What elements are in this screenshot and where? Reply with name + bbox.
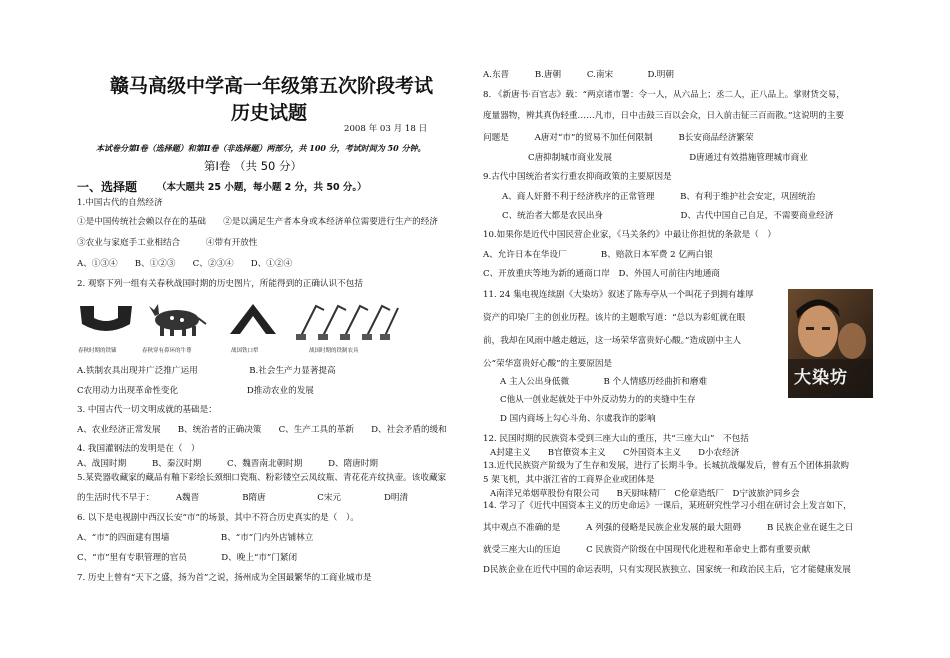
q11-option-c: C他从一创业起就处于中外反动势力的的夹缝中生存 [500, 395, 696, 405]
exam-date: 2008 年 03 月 18 日 [344, 124, 428, 134]
q3-options: A、农业经济正常发展 B、统治者的正确决策 C、生产工具的革新 D、社会矛盾的缓和 [77, 425, 447, 435]
iron-spade-image [78, 298, 134, 340]
caption-iron-plough: 战国铁口犁 [231, 348, 259, 354]
caption-iron-tools: 战国时期的铁制农具 [309, 348, 359, 354]
section-note: （本大题共 25 小题，每小题 2 分，共 50 分。） [157, 182, 367, 193]
q1-option-line-1: ①是中国传统社会赖以存在的基础 ②是以满足生产者本身或本经济单位需要进行生产的经济 [77, 217, 438, 227]
part-title: 第Ⅰ卷 （共 50 分） [204, 159, 302, 173]
q14-stem: 14. 学习了《近代中国资本主义的历史命运》一课后，某班研究性学习小组在研讨会上发言如下， [483, 501, 852, 511]
q6-options-ab: A、“市”的四面建有围墙 B、“市”门内外店铺林立 [77, 533, 314, 543]
q11-stem-line-3: 前，我却在风雨中越走越远，这一场荣华富贵好心酸。”造成剧中主人 [483, 336, 741, 346]
q11-option-d: D 国内商场上勾心斗角、尔虞我诈的影响 [500, 414, 656, 424]
q2-options-ab: A.铁制农具出现并广泛推广运用 B.社会生产力显著提高 [77, 366, 336, 376]
q8-options-cd: C唐抑制城市商业发展 D唐通过有效措施管理城市商业 [528, 153, 808, 163]
q1-stem: 1.中国古代的自然经济 [77, 198, 163, 208]
q14-option-c: 就受三座大山的压迫 C 民族资产阶级在中国现代化进程和革命史上都有重要贡献 [483, 545, 811, 555]
iron-tools-image [294, 298, 406, 344]
q5-stem: 5.某瓷器收藏家的藏品有釉下彩绘长颈细口瓷瓶、粉彩镂空云凤纹瓶、青花花卉纹执壶。该收藏家 [77, 473, 447, 483]
q10-options-ab: A、允许日本在华设厂 B、赔款日本军费 2 亿两白银 [483, 250, 713, 260]
q12-stem: 12. 民国时期的民族资本受到三座大山的重压，共“三座大山” 不包括 [483, 434, 749, 444]
q8-options-ab: 问题是 A唐对“市”的贸易不加任何限制 B长安商品经济繁荣 [483, 133, 754, 143]
q11-stem-line-4: 公“荣华富贵好心酸”的主要原因是 [483, 359, 613, 369]
q1-answers: A、①③④ B、①②③ C、②③④ D、①②④ [77, 259, 293, 269]
subject-title: 历史试题 [231, 102, 308, 124]
exam-instructions: 本试卷分第Ⅰ卷（选择题）和第Ⅱ卷（非选择题）两部分，共 100 分，考试时间为 50 分钟。 [96, 143, 426, 153]
q4-options: A、战国时期 B、秦汉时期 C、魏晋南北朝时期 D、隋唐时期 [77, 459, 378, 469]
q11-stem-line-2: 资产的印染厂主的创业历程。该片的主题歌写道：“总以为彩虹就在眼 [483, 313, 746, 323]
q9-stem: 9.古代中国统治者实行重农抑商政策的主要原因是 [483, 172, 672, 182]
q9-options-ab: A、商人奸猾不利于经济秩序的正常管理 B、有利于维护社会安定，巩固统治 [502, 192, 816, 202]
q12-options: A封建主义 B官僚资本主义 C外国资本主义 D小农经济 [490, 448, 740, 458]
q11-options-ab: A 主人公出身低微 B 个人情感历经曲折和磨难 [500, 377, 708, 387]
q10-options-cd: C、开放重庆等地为新的通商口岸 D、外国人可前往内地通商 [483, 269, 720, 279]
caption-ox-zun: 春秋穿有鼻环的牛尊 [142, 348, 192, 354]
q2-figures [78, 298, 408, 358]
q14-options-ab: 其中观点不准确的是 A 列强的侵略是民族企业发展的最大阻碍 B 民族企业在诞生之日 [483, 523, 854, 533]
q1-option-line-2: ③农业与家庭手工业相结合 ④带有开放性 [77, 238, 258, 248]
q13-stem-line-1: 13.近代民族资产阶级为了生存和发展，进行了长期斗争。长城抗战爆发后，曾有五个团体捐款购 [483, 461, 850, 471]
q13-options: A南洋兄弟烟草股份有限公司 B天厨味精厂 C伦章造纸厂 D宁波旅沪同乡会 [490, 489, 800, 499]
iron-plough-image [228, 298, 278, 340]
q6-stem: 6. 以下是电视剧中西汉长安“市”的场景，其中不符合历史真实的是（ ）。 [77, 513, 359, 523]
q7-options: A.东晋 B.唐朝 C.南宋 D.明朝 [483, 70, 674, 80]
q9-options-cd: C、统治者大都是农民出身 D、古代中国自己自足，不需要商业经济 [502, 211, 834, 221]
q2-stem: 2. 观察下列一组有关春秋战国时期的历史图片，所能得到的正确认识不包括 [77, 279, 363, 289]
q4-stem: 4. 我国灌钢法的发明是在（ ） [77, 444, 200, 454]
section-heading: 一、选择题 [77, 180, 138, 194]
q7-stem: 7. 历史上曾有“天下之盛，扬为首”之说，扬州成为全国最繁华的工商业城市是 [77, 573, 372, 583]
q13-stem-line-2: 5 架飞机，其中浙江省的工商界企业或团体是 [483, 475, 655, 485]
q11-stem-line-1: 11. 24 集电视连续剧《大染坊》叙述了陈寿亭从一个叫花子到拥有雄厚 [483, 290, 754, 300]
poster-title: 大染坊 [794, 368, 848, 388]
q5-options: 的生活时代不早于： A魏晋 B隋唐 C宋元 D明清 [77, 493, 409, 503]
ox-zun-image [146, 298, 208, 340]
q14-option-d: D民族企业在近代中国的命运表明，只有实现民族独立、国家统一和政治民主后，它才能健康发展 [483, 565, 851, 575]
q3-stem: 3. 中国古代一切文明成就的基础是： [77, 405, 217, 415]
caption-iron-spade: 春秋时期的铁锸 [78, 348, 117, 354]
drama-poster-image [788, 289, 873, 398]
q6-options-cd: C、“市”里有专职管理的官员 D、晚上“市”门紧闭 [77, 553, 298, 563]
school-title: 赣马高级中学高一年级第五次阶段考试 [110, 75, 434, 97]
q2-options-cd: C农用动力出现革命性变化 D推动农业的发展 [77, 386, 314, 396]
q8-stem-line-1: 8. 《新唐书·百官志》载：“两京诸市署：令一人，从六品上；丞二人，正八品上。掌财货交易， [483, 90, 845, 100]
q10-stem: 10.如果你是近代中国民营企业家，《马关条约》中最让你担忧的条款是（ ） [483, 230, 776, 240]
q8-stem-line-2: 度量器物，辨其真伪轻重……凡市，日中击鼓三百以会众，日入前击钲三百而散。”这说明的主要 [483, 111, 845, 121]
